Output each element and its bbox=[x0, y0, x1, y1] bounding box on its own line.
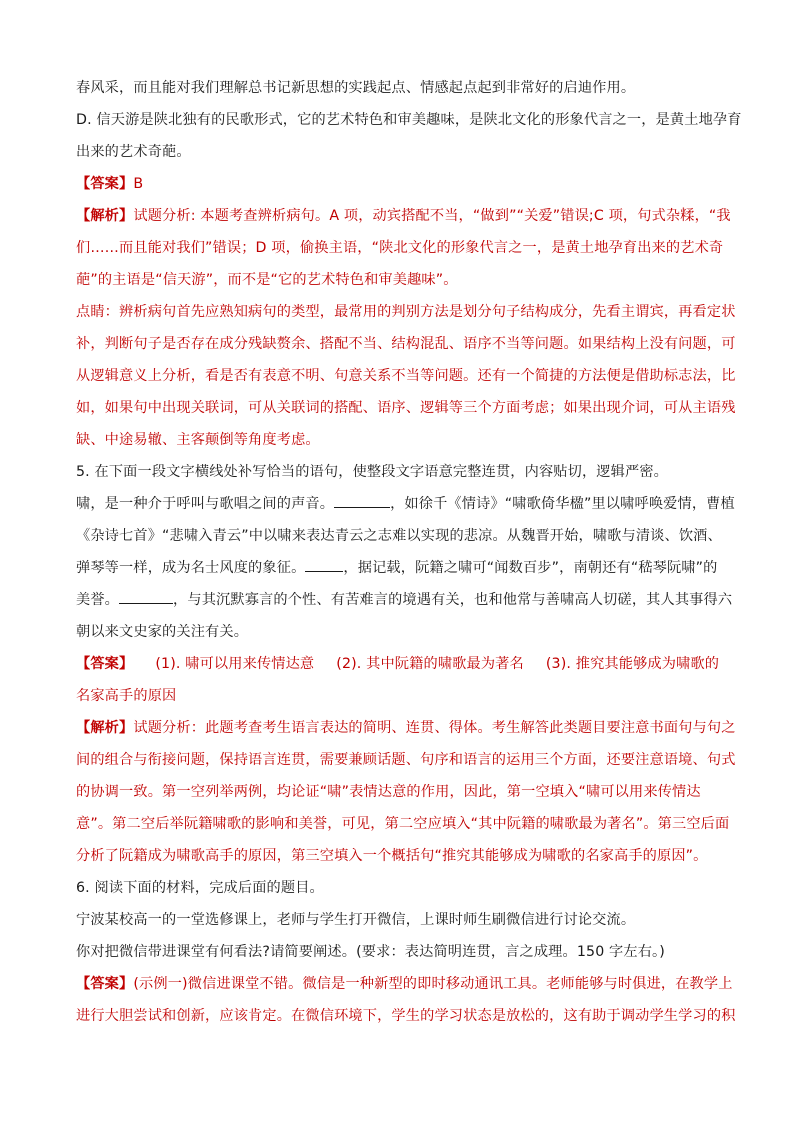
fill-blank bbox=[305, 558, 343, 572]
fill-blank bbox=[334, 494, 390, 508]
material-line: 你对把微信带进课堂有何看法?请简要阐述。(要求：表达简明连贯，言之成理。150 字左右。) bbox=[76, 944, 665, 960]
analysis-line: 【解析】试题分析: 本题考查辨析病句。A 项，动宾搭配不当，“做到”“关爱”错误;C 项，句式杂糅，“我 bbox=[76, 208, 731, 224]
analysis-tag: 【解析】 bbox=[76, 720, 134, 736]
passage-line: 美誉。 ，与其沉默寡言的个性、有苦难言的境遇有关，也和他常与善啸高人切磋，其人其事得六 bbox=[76, 592, 733, 608]
answer-line: 进行大胆尝试和创新，应该肯定。在微信环境下，学生的学习状态是放松的，这有助于调动学生学习的积 bbox=[76, 1008, 736, 1024]
answer-block: 【答案】(示例一)微信进课堂不错。微信是一种新型的即时移动通讯工具。老师能够与时俱进，在教学上 bbox=[76, 976, 733, 992]
fill-blank bbox=[119, 590, 173, 604]
question-6: 6. 阅读下面的材料，完成后面的题目。 bbox=[76, 880, 324, 896]
tip-line: 缺、中途易辙、主客颠倒等角度考虑。 bbox=[76, 432, 320, 448]
text-line: 春风采，而且能对我们理解总书记新思想的实践起点、情感起点起到非常好的启迪作用。 bbox=[76, 80, 636, 96]
question-5: 5. 在下面一段文字横线处补写恰当的语句，使整段文字语意完整连贯，内容贴切，逻辑严密。 bbox=[76, 464, 668, 480]
tip-line: 从逻辑意义上分析，看是否有表意不明、句意关系不当等问题。还有一个简捷的方法便是借助标志法，比 bbox=[76, 368, 736, 384]
answer-tag: 【答案】 bbox=[76, 656, 134, 672]
answer-line: 名家高手的原因 bbox=[76, 688, 177, 704]
analysis-line: 意”。第二空后举阮籍啸歌的影响和美誉，可见，第二空应填入“其中阮籍的啸歌最为著名”。第三空后面 bbox=[76, 816, 730, 832]
tip-line: 如，如果句中出现关联词，可从关联词的搭配、语序、逻辑等三个方面考虑；如果出现介词，可从主语残 bbox=[76, 400, 736, 416]
tip-line: 补，判断句子是否存在成分残缺赘余、搭配不当、结构混乱、语序不当等问题。如果结构上没有问题，可 bbox=[76, 336, 736, 352]
analysis-line: 【解析】试题分析：此题考查考生语言表达的简明、连贯、得体。考生解答此类题目要注意书面句与句之 bbox=[76, 720, 736, 736]
passage-line: 啸，是一种介于呼叫与歌唱之间的声音。 ，如徐千《情诗》“啸歌倚华楹”里以啸呼唤爱情，曹植 bbox=[76, 496, 735, 512]
answer-block bbox=[76, 174, 728, 194]
answer-tag: 【答案】 bbox=[76, 976, 134, 992]
analysis-line: 葩”的主语是“信天游”，而不是“它的艺术特色和审美趣味”。 bbox=[76, 272, 458, 288]
text-line: 出来的艺术奇葩。 bbox=[76, 144, 191, 160]
passage-line: 《杂诗七首》“悲啸入青云”中以啸来表达青云之志难以实现的悲凉。从魏晋开始，啸歌与清谈、饮酒、 bbox=[76, 528, 722, 544]
passage-line: 弹琴等一样，成为名士风度的象征。 ，据记载，阮籍之啸可“闻数百步”，南朝还有“嵇琴阮啸”的 bbox=[76, 560, 718, 576]
analysis-line: 分析了阮籍成为啸歌高手的原因，第三空填入一个概括句“推究其能够成为啸歌的名家高手的原因”。 bbox=[76, 848, 708, 864]
option-d: D. 信天游是陕北独有的民歌形式，它的艺术特色和审美趣味，是陕北文化的形象代言之一，是黄土地孕育 bbox=[76, 112, 742, 128]
passage-line: 朝以来文史家的关注有关。 bbox=[76, 624, 249, 640]
analysis-line: 们……而且能对我们”错误；D 项，偷换主语，“陕北文化的形象代言之一，是黄土地孕育出来的艺术奇 bbox=[76, 240, 724, 256]
tip-line: 点睛：辨析病句首先应熟知病句的类型，最常用的判别方法是划分句子结构成分，先看主谓宾，再看定状 bbox=[76, 304, 736, 320]
analysis-line: 间的组合与衔接问题，保持语言连贯，需要兼顾话题、句序和语言的运用三个方面，还要注意语境、句式 bbox=[76, 752, 736, 768]
answer-value: B bbox=[133, 176, 144, 192]
document-page bbox=[76, 78, 742, 1026]
answer-tag: 【答案】 bbox=[76, 176, 134, 192]
analysis-tag: 【解析】 bbox=[76, 208, 134, 224]
material-line: 宁波某校高一的一堂选修课上，老师与学生打开微信，上课时师生刷微信进行讨论交流。 bbox=[76, 912, 636, 928]
answer-block: 【答案】 (1). 啸可以用来传情达意 (2). 其中阮籍的啸歌最为著名 (3). 推究其能够成为啸歌的 bbox=[76, 656, 720, 672]
analysis-line: 的协调一致。第一空列举两例，均论证“啸”表情达意的作用，因此，第一空填入“啸可以用来传情达 bbox=[76, 784, 701, 800]
